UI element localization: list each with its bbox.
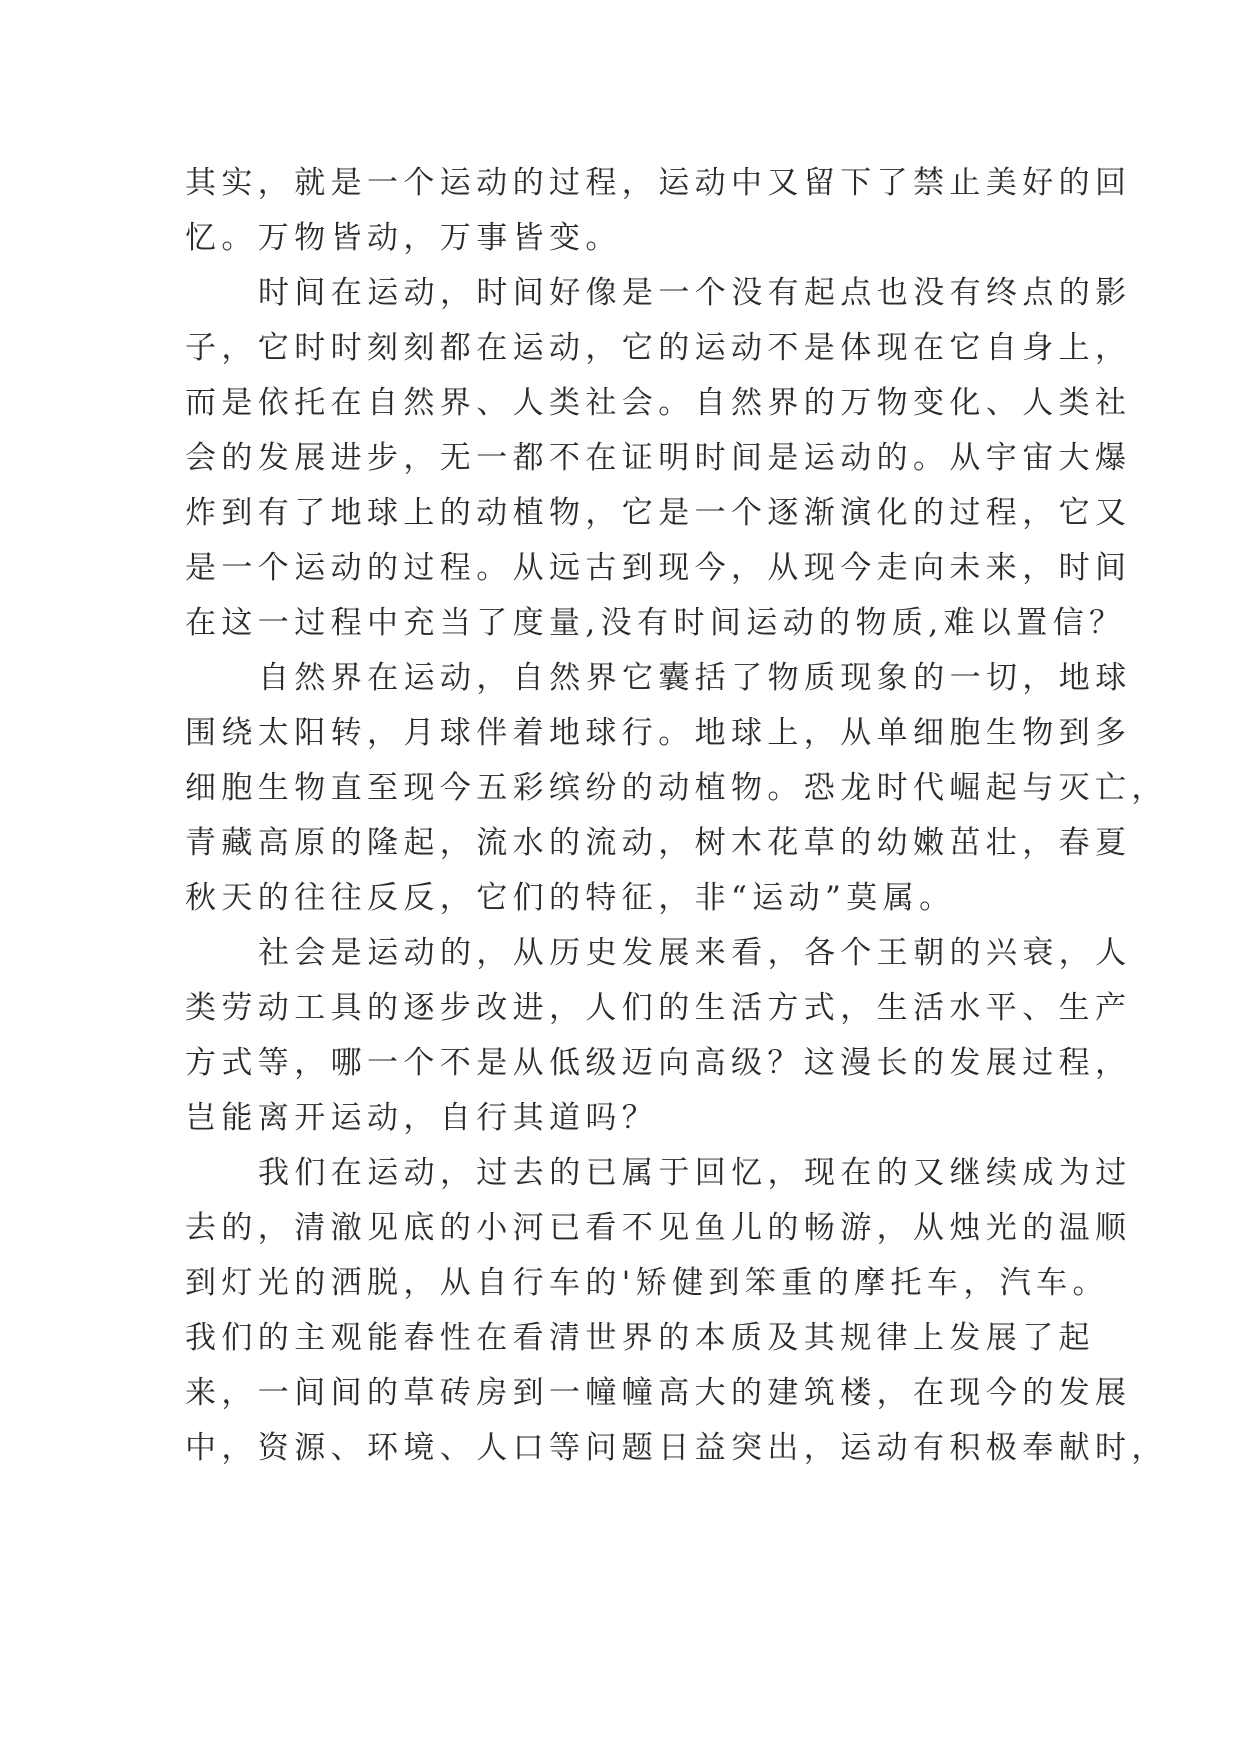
text-line: 细胞生物直至现今五彩缤纷的动植物。恐龙时代崛起与灭亡， (185, 770, 1168, 806)
text-line: 是一个运动的过程。从远古到现今，从现今走向未来，时间 (185, 550, 1132, 586)
paragraph-first-line: 时间在运动，时间好像是一个没有起点也没有终点的影 (258, 275, 1132, 311)
text-line: 类劳动工具的逐步改进，人们的生活方式，生活水平、生产 (185, 990, 1132, 1026)
text-line: 秋天的往往反反，它们的特征，非“运动”莫属。 (185, 880, 956, 916)
text-line: 岂能离开运动，自行其道吗？ (185, 1100, 659, 1136)
text-line: 围绕太阳转，月球伴着地球行。地球上，从单细胞生物到多 (185, 715, 1132, 751)
text-line: 方式等，哪一个不是从低级迈向高级？这漫长的发展过程， (185, 1045, 1132, 1081)
text-line: 我们的主观能舂性在看清世界的本质及其规律上发展了起 (185, 1320, 1095, 1356)
document-body (185, 156, 1168, 1476)
text-line: 子，它时时刻刻都在运动，它的运动不是体现在它自身上， (185, 330, 1132, 366)
paragraph-first-line: 自然界在运动，自然界它囊括了物质现象的一切，地球 (258, 660, 1132, 696)
text-line: 其实，就是一个运动的过程，运动中又留下了禁止美好的回 (185, 165, 1132, 201)
text-line: 中，资源、环境、人口等问题日益突出，运动有积极奉献时， (185, 1430, 1168, 1466)
text-line: 在这一过程中充当了度量,没有时间运动的物质,难以置信？ (185, 605, 1126, 641)
paragraph-first-line: 社会是运动的，从历史发展来看，各个王朝的兴衰，人 (258, 935, 1132, 971)
text-line: 而是依托在自然界、人类社会。自然界的万物变化、人类社 (185, 385, 1132, 421)
text-line: 去的，清澈见底的小河已看不见鱼儿的畅游，从烛光的温顺 (185, 1210, 1132, 1246)
paragraph-first-line: 我们在运动，过去的已属于回忆，现在的又继续成为过 (258, 1155, 1132, 1191)
text-line: 青藏高原的隆起，流水的流动，树木花草的幼嫩茁壮，春夏 (185, 825, 1132, 861)
text-line: 来，一间间的草砖房到一幢幢高大的建筑楼，在现今的发展 (185, 1375, 1132, 1411)
text-line: 炸到有了地球上的动植物，它是一个逐渐演化的过程，它又 (185, 495, 1132, 531)
text-line: 到灯光的洒脱，从自行车的'矫健到笨重的摩托车，汽车。 (185, 1265, 1109, 1301)
text-line: 忆。万物皆动，万事皆变。 (185, 220, 622, 256)
text-line: 会的发展进步，无一都不在证明时间是运动的。从宇宙大爆 (185, 440, 1132, 476)
